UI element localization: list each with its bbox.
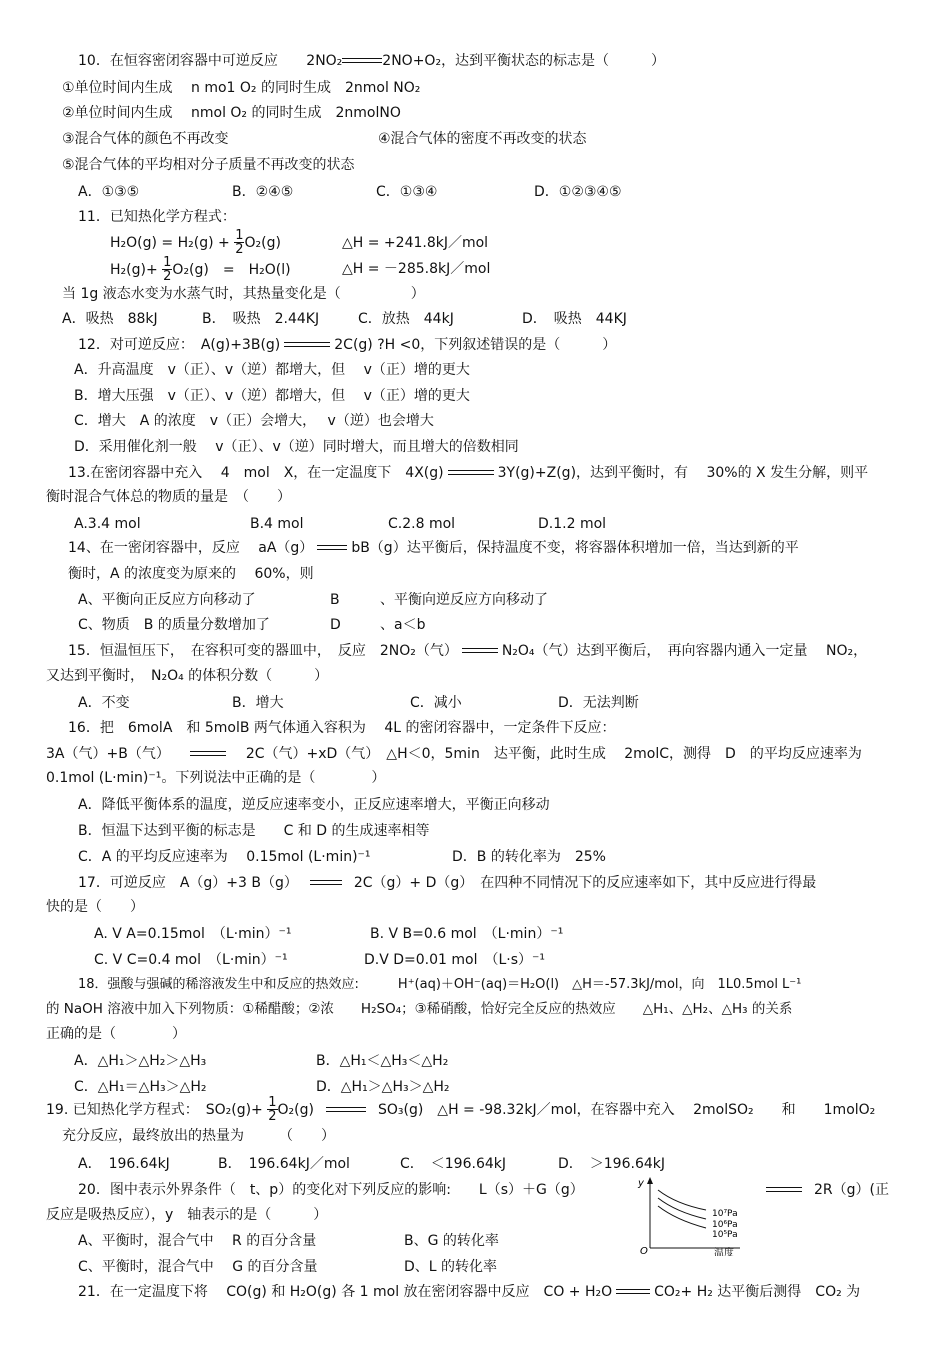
one-half-fraction: $\frac{1}{2}$ <box>268 1095 277 1124</box>
q10-option-b: B．②④⑤ <box>232 184 294 200</box>
q10-stem: 10．在恒容密闭容器中可逆反应 <box>78 53 278 69</box>
q16-option-d: D．B 的转化率为 25% <box>452 849 606 865</box>
q21-stem-line <box>78 1283 860 1301</box>
q16-line2-right: 2C（气）+xD（气） △H＜0，5min 达平衡，此时生成 2molC，测得 D 的平均反应速率为 <box>245 746 862 762</box>
q19-option-c: C． ＜196.64kJ <box>400 1156 506 1172</box>
q18-line-2: 的 NaOH 溶液中加入下列物质：①稀醋酸；②浓 H₂SO₄；③稀硝酸，恰好完全反应的热效应 △H₁、△H₂、△H₃ 的关系 <box>46 1001 793 1017</box>
q18-option-b: B．△H₁＜△H₃＜△H₂ <box>316 1053 449 1069</box>
q16-line2-left: 3A（气）+B（气） <box>46 746 170 762</box>
q10-statement-5: ⑤混合气体的平均相对分子质量不再改变的状态 <box>62 157 355 173</box>
q10-tail: ，达到平衡状态的标志是（ ） <box>441 53 666 69</box>
q11-eq2-enthalpy: △H = －285.8kJ／mol <box>342 261 491 277</box>
y-axis-arrow-icon <box>647 1177 653 1184</box>
q18-option-a: A．△H₁＞△H₂＞△H₃ <box>74 1053 207 1069</box>
q16-option-c: C．A 的平均反应速率为 0.15mol (L·min)⁻¹ <box>78 849 371 865</box>
q11-option-a: A．吸热 88kJ <box>62 311 158 327</box>
q12-option-a: A．升高温度 v（正）、v（逆）都增大，但 v（正）增的更大 <box>74 362 470 378</box>
q15-option-c: C．减小 <box>410 695 462 711</box>
q13-option-b: B.4 mol <box>250 516 304 532</box>
equilibrium-arrow-icon <box>190 749 226 759</box>
q16-stem: 16．把 6molA 和 5molB 两气体通入容积为 4L 的密闭容器中，一定条件下反应： <box>68 720 616 736</box>
q14-option-d: 、a＜b <box>380 617 426 633</box>
q17-line-2: 快的是（ ） <box>46 899 144 915</box>
q10-stem-line <box>78 52 665 70</box>
q19-option-a: A． 196.64kJ <box>78 1156 170 1172</box>
equilibrium-arrow-icon <box>317 543 347 553</box>
q17-option-d: D.V D=0.01 mol （L·s）⁻¹ <box>364 952 546 968</box>
q11-equation-1 <box>110 229 281 256</box>
q20-option-b: B、G 的转化率 <box>404 1233 499 1249</box>
pressure-temperature-graph <box>636 1176 756 1256</box>
q15-line-2: 又达到平衡时， N₂O₄ 的体积分数（ ） <box>46 668 329 684</box>
q13-option-a: A.3.4 mol <box>74 516 141 532</box>
q13-stem: 13.在密闭容器中充入 4 mol X，在一定温度下 4X(g) <box>68 465 444 481</box>
q15-stem-tail: N₂O₄（气）达到平衡后， 再向容器内通入一定量 NO₂， <box>501 643 868 659</box>
q11-eq1-left: H₂O(g) = H₂(g) + <box>110 234 230 251</box>
q14-stem: 14、在一密闭容器中，反应 aA（g） <box>68 540 314 556</box>
q10-option-d: D．①②③④⑤ <box>534 184 622 200</box>
q11-eq2-right: O₂(g) = H₂O(l) <box>172 261 291 278</box>
q21-stem: 21．在一定温度下将 CO(g) 和 H₂O(g) 各 1 mol 放在密闭容器中反应 CO + H₂O <box>78 1284 613 1300</box>
q11-eq1-right: O₂(g) <box>244 234 281 251</box>
graph-y-label: y <box>638 1178 644 1189</box>
q16-option-a: A．降低平衡体系的温度，逆反应速率变小，正反应速率增大，平衡正向移动 <box>78 797 550 813</box>
q10-reaction-right: 2NO+O₂ <box>382 53 442 69</box>
q20-option-d: D、L 的转化率 <box>404 1259 498 1275</box>
q10-statement-4: ④混合气体的密度不再改变的状态 <box>378 131 587 147</box>
q19-stem-left: 19. 已知热化学方程式： SO₂(g)+ <box>46 1101 263 1118</box>
graph-x-label: 温度 <box>714 1248 734 1256</box>
q15-option-b: B．增大 <box>232 695 284 711</box>
equilibrium-arrow-icon <box>342 56 382 66</box>
q15-stem: 15．恒温恒压下， 在容积可变的器皿中， 反应 2NO₂（气） <box>68 643 458 659</box>
q14-option-d-letter: D <box>330 617 341 633</box>
q10-option-a: A．①③⑤ <box>78 184 140 200</box>
q13-stem-line <box>68 464 868 482</box>
q12-stem-line <box>78 336 616 354</box>
q17-stem-tail: 2C（g）+ D（g） 在四种不同情况下的反应速率如下，其中反应进行得最 <box>353 875 817 891</box>
equilibrium-arrow-icon <box>448 468 494 478</box>
q12-option-d: D．采用催化剂一般 v（正）、v（逆）同时增大，而且增大的倍数相同 <box>74 439 519 455</box>
equilibrium-arrow-icon <box>310 878 342 888</box>
graph-curve-label-3: 10⁵Pa <box>712 1230 738 1240</box>
q11-stem: 11．已知热化学方程式： <box>78 209 236 225</box>
q14-stem-line <box>68 539 799 557</box>
q18-option-d: D．△H₁＞△H₃＞△H₂ <box>316 1079 450 1095</box>
q19-line-2: 充分反应，最终放出的热量为 （ ） <box>62 1128 335 1144</box>
q18-option-c: C．△H₁＝△H₃＞△H₂ <box>74 1079 207 1095</box>
q13-option-d: D.1.2 mol <box>538 516 607 532</box>
q17-option-c: C. V C=0.4 mol （L·min）⁻¹ <box>94 952 288 968</box>
curve-10-7-pa <box>658 1190 706 1210</box>
q18-line-1: 18．强酸与强碱的稀溶液发生中和反应的热效应: H⁺(aq)＋OH⁻(aq)＝H₂O(l) △H＝-57.3kJ/mol，向 1L0.5mol L⁻¹ <box>78 977 802 992</box>
q14-option-b: 、平衡向逆反应方向移动了 <box>380 592 548 608</box>
q12-option-b: B．增大压强 v（正）、v（逆）都增大，但 v（正）增的更大 <box>74 388 470 404</box>
q11-question: 当 1g 液态水变为水蒸气时，其热量变化是（ ） <box>62 286 425 302</box>
q14-option-a: A、平衡向正反应方向移动了 <box>78 592 256 608</box>
q17-stem-line <box>78 874 816 892</box>
q11-option-c: C．放热 44kJ <box>358 311 454 327</box>
q14-option-c: C、物质 B 的质量分数增加了 <box>78 617 270 633</box>
equilibrium-arrow-icon <box>766 1185 802 1195</box>
q20-stem: 20．图中表示外界条件（ t、p）的变化对下列反应的影响: L（s）＋G（g） <box>78 1182 584 1198</box>
q12-option-c: C．增大 A 的浓度 v（正）会增大， v（逆）也会增大 <box>74 413 434 429</box>
q19-stem-mid: O₂(g) <box>277 1101 314 1118</box>
one-half-fraction: $\frac{1}{2}$ <box>235 228 244 257</box>
q10-statement-1: ①单位时间内生成 n mo1 O₂ 的同时生成 2nmol NO₂ <box>62 80 421 96</box>
equilibrium-arrow-icon <box>462 646 498 656</box>
q16-line-2 <box>46 745 862 763</box>
q20-stem-tail: 2R（g）(正 <box>814 1182 889 1198</box>
q14-option-b-letter: B <box>330 592 340 608</box>
q17-option-b: B. V B=0.6 mol （L·min）⁻¹ <box>370 926 564 942</box>
q19-stem-line <box>46 1096 875 1123</box>
q20-line-2: 反应是吸热反应），y 轴表示的是（ ） <box>46 1207 328 1223</box>
q19-stem-tail: SO₃(g) △H = -98.32kJ／mol，在容器中充入 2molSO₂ 和 1molO₂ <box>377 1101 876 1118</box>
q10-statement-2: ②单位时间内生成 nmol O₂ 的同时生成 2nmolNO <box>62 105 401 121</box>
q10-option-c: C．①③④ <box>376 184 438 200</box>
q12-stem: 12．对可逆反应： A(g)+3B(g) <box>78 337 281 353</box>
q16-option-b: B．恒温下达到平衡的标志是 C 和 D 的生成速率相等 <box>78 823 430 839</box>
q11-eq1-enthalpy: △H = +241.8kJ／mol <box>342 235 489 251</box>
equilibrium-arrow-icon <box>284 340 330 350</box>
q11-equation-2 <box>110 256 291 283</box>
q11-option-d: D． 吸热 44KJ <box>522 311 627 327</box>
q10-reaction-left: 2NO₂ <box>306 53 343 69</box>
q15-option-d: D．无法判断 <box>558 695 639 711</box>
q15-stem-line <box>68 642 867 660</box>
q14-stem-tail: bB（g）达平衡后，保持温度不变，将容器体积增加一倍，当达到新的平 <box>351 540 799 556</box>
q13-stem-tail: 3Y(g)+Z(g)，达到平衡时，有 30%的 X 发生分解，则平 <box>497 465 869 481</box>
graph-origin-label: O <box>640 1246 648 1256</box>
equilibrium-arrow-icon <box>616 1287 650 1297</box>
q11-eq2-left: H₂(g)+ <box>110 261 158 278</box>
q13-line-2: 衡时混合气体总的物质的量是 （ ） <box>46 489 291 505</box>
q21-stem-tail: CO₂+ H₂ 达平衡后测得 CO₂ 为 <box>654 1284 861 1300</box>
q19-option-b: B． 196.64kJ／mol <box>218 1156 350 1172</box>
q12-stem-tail: 2C(g) ?H <0，下列叙述错误的是（ ） <box>334 337 617 353</box>
q15-option-a: A．不变 <box>78 695 130 711</box>
q20-option-a: A、平衡时，混合气中 R 的百分含量 <box>78 1233 317 1249</box>
q11-option-b: B． 吸热 2.44KJ <box>202 311 320 327</box>
graph-curve-label-2: 10⁶Pa <box>712 1220 738 1230</box>
q13-option-c: C.2.8 mol <box>388 516 456 532</box>
q14-line-2: 衡时，A 的浓度变为原来的 60%，则 <box>68 566 314 582</box>
q17-option-a: A. V A=0.15mol （L·min）⁻¹ <box>94 926 292 942</box>
equilibrium-arrow-icon <box>326 1105 366 1115</box>
q17-stem: 17．可逆反应 A（g）+3 B（g） <box>78 875 298 891</box>
q19-option-d: D． ＞196.64kJ <box>558 1156 666 1172</box>
graph-curve-label-1: 10⁷Pa <box>712 1209 738 1219</box>
q18-line-3: 正确的是（ ） <box>46 1026 186 1042</box>
q20-option-c: C、平衡时，混合气中 G 的百分含量 <box>78 1259 318 1275</box>
q10-statement-3: ③混合气体的颜色不再改变 <box>62 131 229 147</box>
one-half-fraction: $\frac{1}{2}$ <box>163 255 172 284</box>
q16-line-3: 0.1mol (L·min)⁻¹。下列说法中正确的是（ ） <box>46 770 386 786</box>
